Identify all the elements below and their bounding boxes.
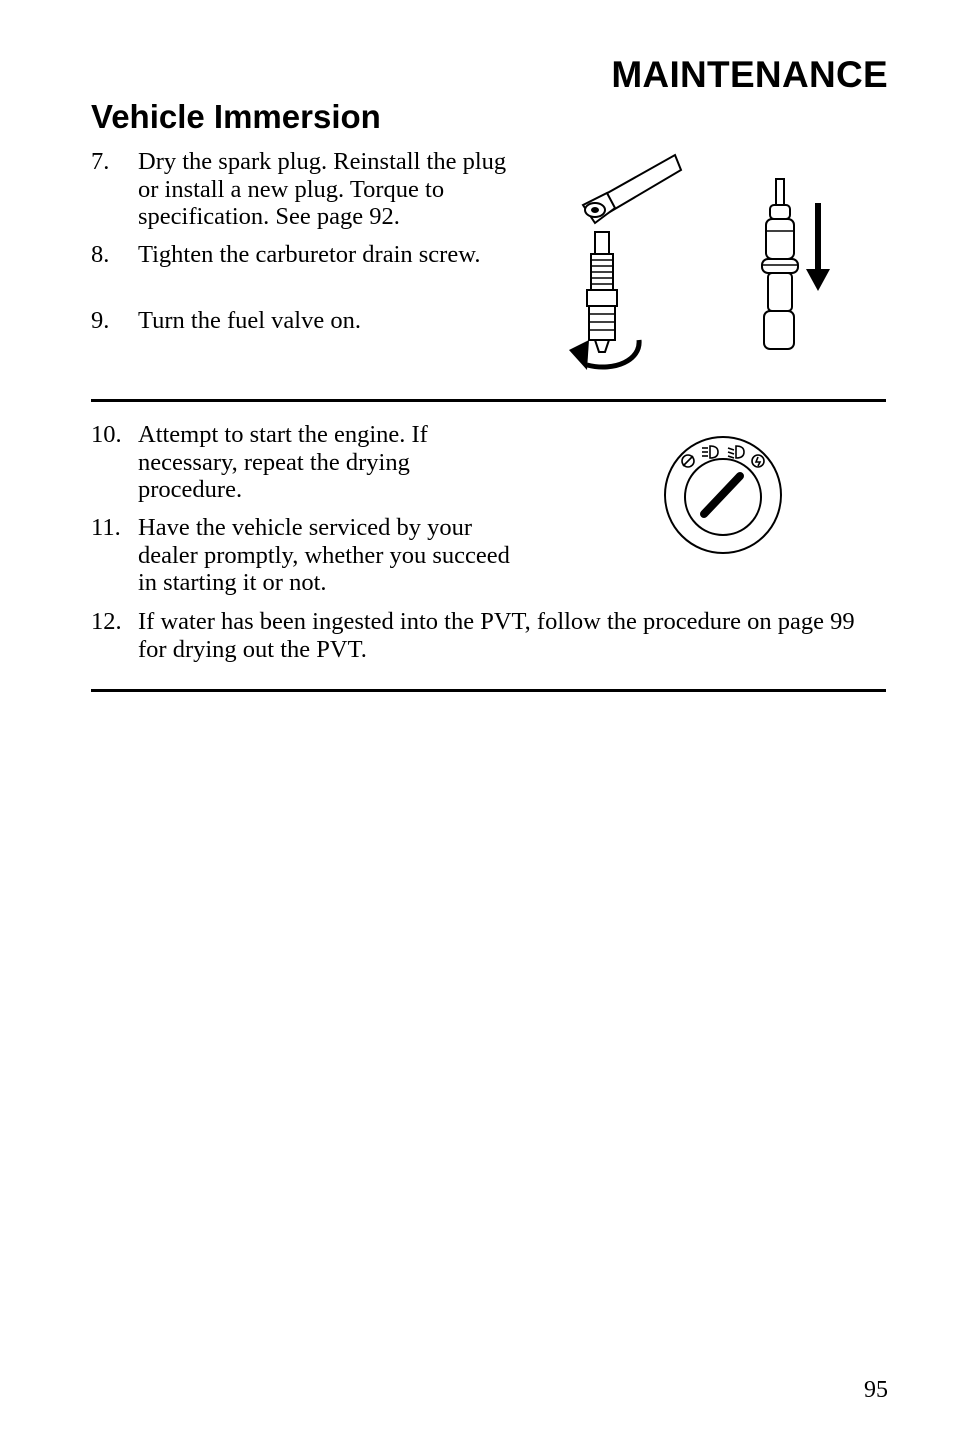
step-number: 9. <box>91 307 110 334</box>
step-text: Tighten the carburetor drain screw. <box>138 241 481 268</box>
step-number: 12. <box>91 608 122 635</box>
step-number: 10. <box>91 421 122 448</box>
page-heading: Vehicle Immersion <box>91 98 381 135</box>
step-number: 8. <box>91 241 110 268</box>
step-12 <box>91 608 881 663</box>
spark-plug-illustration <box>555 150 655 380</box>
step-9 <box>91 307 531 335</box>
section-divider-bottom <box>91 689 886 692</box>
step-text: Dry the spark plug. Reinstall the plug or install a new plug. Torque to specification. See page 92. <box>138 148 507 230</box>
section-divider <box>91 399 886 402</box>
step-text: Attempt to start the engine. If necessary, repeat the drying procedure. <box>138 421 428 503</box>
step-text: Have the vehicle serviced by your dealer promptly, whether you succeed in starting it or not. <box>138 514 510 596</box>
step-number: 11. <box>91 514 121 541</box>
fuel-valve-illustration <box>752 175 842 355</box>
step-11 <box>91 514 511 597</box>
step-8 <box>91 241 491 269</box>
step-7 <box>91 148 531 231</box>
step-10 <box>91 421 511 504</box>
section-title: MAINTENANCE <box>611 54 888 95</box>
step-number: 7. <box>91 148 110 175</box>
step-text: If water has been ingested into the PVT, follow the procedure on page 99 for drying out the PVT. <box>138 608 855 663</box>
page-number: 95 <box>864 1377 888 1403</box>
step-text: Turn the fuel valve on. <box>138 307 361 334</box>
ignition-switch-illustration <box>662 434 784 554</box>
